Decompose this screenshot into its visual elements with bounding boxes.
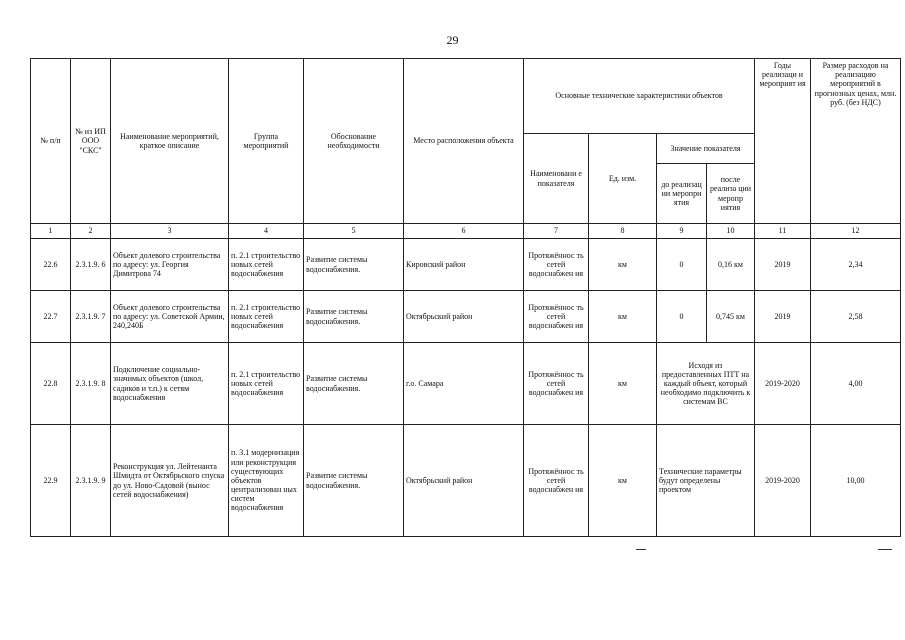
row-group: п. 2.1 строительство новых сетей водоснабжения [229, 291, 304, 343]
row-merged-value: Технические параметры будут определены проектом [657, 425, 755, 537]
header-reason: Обоснование необходимости [304, 59, 404, 224]
column-number: 1 [31, 224, 71, 239]
row-num: 22.6 [31, 239, 71, 291]
row-ip-num: 2.3.1.9. 8 [71, 343, 111, 425]
row-merged-value: Исходя из предоставленных ПТТ на каждый объект, который необходимо подключить к системам ВС [657, 343, 755, 425]
row-group: п. 2.1 строительство новых сетей водоснабжения [229, 239, 304, 291]
header-group: Группа мероприятий [229, 59, 304, 224]
table-row [31, 239, 901, 291]
row-cost: 2,58 [811, 291, 901, 343]
row-indicator: Протяжённос ть сетей водоснабжен ия [524, 425, 589, 537]
page-number: 29 [446, 33, 459, 47]
row-ip-num: 2.3.1.9. 6 [71, 239, 111, 291]
row-group: п. 3.1 модернизация или реконструкция существующих объектов централизован ных систем водоснабжения [229, 425, 304, 537]
header-value-group: Значение показателя [657, 134, 755, 164]
column-number: 3 [111, 224, 229, 239]
column-number: 8 [589, 224, 657, 239]
table-row [31, 425, 901, 537]
row-after: 0,745 км [707, 291, 755, 343]
scan-mark [636, 549, 646, 550]
measures-table [30, 58, 901, 537]
row-location: г.о. Самара [404, 343, 524, 425]
column-number: 6 [404, 224, 524, 239]
column-number: 9 [657, 224, 707, 239]
row-reason: Развитие системы водоснабжения. [304, 425, 404, 537]
column-number: 5 [304, 224, 404, 239]
row-cost: 2,34 [811, 239, 901, 291]
row-name: Реконструкция ул. Лейтенанта Шмидта от Октябрьского спуска до ул. Ново-Садовой (вынос сетей водоснабжения) [111, 425, 229, 537]
header-tech-group: Основные технические характеристики объектов [524, 59, 755, 134]
header-years: Годы реализаци и мероприят ия [755, 59, 811, 224]
row-cost: 10,00 [811, 425, 901, 537]
scan-mark [878, 549, 892, 550]
row-ip-num: 2.3.1.9. 7 [71, 291, 111, 343]
column-number: 10 [707, 224, 755, 239]
row-before: 0 [657, 239, 707, 291]
row-indicator: Протяжённос ть сетей водоснабжен ия [524, 343, 589, 425]
row-reason: Развитие системы водоснабжения. [304, 239, 404, 291]
header-cost: Размер расходов на реализацию мероприятий в прогнозных ценах, млн. руб. (без НДС) [811, 59, 901, 224]
row-before: 0 [657, 291, 707, 343]
table-row [31, 343, 901, 425]
table-row [31, 291, 901, 343]
header-after: после реализа ции меропр иятия [707, 164, 755, 224]
row-num: 22.9 [31, 425, 71, 537]
row-unit: км [589, 425, 657, 537]
row-num: 22.7 [31, 291, 71, 343]
row-location: Кировский район [404, 239, 524, 291]
row-years: 2019-2020 [755, 425, 811, 537]
header-before: до реализац ии меропри ятия [657, 164, 707, 224]
row-years: 2019 [755, 239, 811, 291]
column-number: 2 [71, 224, 111, 239]
row-cost: 4,00 [811, 343, 901, 425]
header-unit: Ед. изм. [589, 134, 657, 224]
row-ip-num: 2.3.1.9. 9 [71, 425, 111, 537]
row-location: Октябрьский район [404, 291, 524, 343]
column-number-row [31, 224, 901, 239]
header-name: Наименование мероприятий, краткое описание [111, 59, 229, 224]
row-unit: км [589, 239, 657, 291]
row-group: п. 2.1 строительство новых сетей водоснабжения [229, 343, 304, 425]
row-unit: км [589, 343, 657, 425]
row-after: 0,16 км [707, 239, 755, 291]
row-years: 2019 [755, 291, 811, 343]
row-name: Подключение социально-значимых объектов (школ, садиков и т.п.) к сетям водоснабжения [111, 343, 229, 425]
column-number: 7 [524, 224, 589, 239]
header-location: Место расположения объекта [404, 59, 524, 224]
row-unit: км [589, 291, 657, 343]
header-ip-num: № из ИП ООО "СКС" [71, 59, 111, 224]
header-num: № п/п [31, 59, 71, 224]
row-location: Октябрьский район [404, 425, 524, 537]
row-name: Объект долевого строительства по адресу: ул. Советской Армии, 240,240Б [111, 291, 229, 343]
header-indicator: Наименовани е показателя [524, 134, 589, 224]
row-years: 2019-2020 [755, 343, 811, 425]
row-indicator: Протяжённос ть сетей водоснабжен ия [524, 239, 589, 291]
row-reason: Развитие системы водоснабжения. [304, 343, 404, 425]
row-name: Объект долевого строительства по адресу: ул. Георгия Димитрова 74 [111, 239, 229, 291]
row-num: 22.8 [31, 343, 71, 425]
column-number: 4 [229, 224, 304, 239]
row-reason: Развитие системы водоснабжения. [304, 291, 404, 343]
row-indicator: Протяжённос ть сетей водоснабжен ия [524, 291, 589, 343]
column-number: 12 [811, 224, 901, 239]
column-number: 11 [755, 224, 811, 239]
